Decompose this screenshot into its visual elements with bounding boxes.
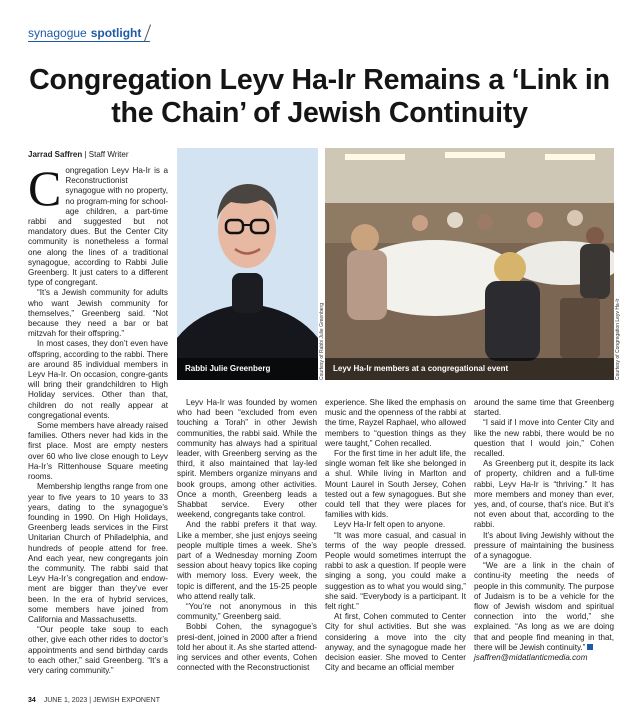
article-paragraph: “It’s a Jewish community for adults who want Jewish community for themselves,” Greenberg said. “Not because they need a bar or bat mitzvah for their offspring.”: [28, 288, 168, 339]
section-rule: [28, 41, 150, 42]
article-paragraph: Congregation Leyv Ha-Ir is a Reconstructionist synagogue with no property, no program-ming for school-age children, a part-time rabbi and suggested but not mandatory dues. But the Center City community is nonetheless a formal one along the lines of a traditional synagogue, according to Rabbi Julie Greenberg. It just caters to a different type of congregant.: [28, 160, 168, 288]
article-paragraph: Bobbi Cohen, the synagogue’s presi-dent, joined in 2000 after a friend told her about it. As she started attend-ing services and other events, Cohen connected with the Reconstructionist: [177, 622, 317, 673]
article-paragraph: experience. She liked the emphasis on music and the openness of the rabbi at the time, Rayzel Raphael, who allowed members to “question things as they were taught,” Cohen recalled.: [325, 398, 466, 448]
article-paragraph: At first, Cohen commuted to Center City for shul activities. But she was considering a move into the city anyway, and the synagogue made her decision easier. She moved to Center City and became an official member: [325, 612, 466, 673]
drop-cap: C: [28, 160, 62, 216]
article-paragraph: For the first time in her adult life, the single woman felt like she belonged in a shul. While living in Marlton and Mount Laurel in South Jersey, Cohen tested out a few synagogues. But she could tell that they were places for families with kids.: [325, 449, 466, 520]
page-footer: [28, 697, 160, 704]
article-paragraph: “It was more casual, and casual in terms of the way people dressed. People would sometimes interrupt the rabbi to ask a question. If people were singing a song, you could make a suggestion as to what you would sing,” she said. “Everybody is a participant. It felt right.”: [325, 530, 466, 612]
byline: [28, 150, 129, 159]
event-photo-caption: Leyv Ha-Ir members at a congregational event: [325, 358, 614, 380]
rabbi-portrait-illustration: [177, 148, 318, 380]
issue-date: JUNE 1, 2023: [43, 697, 88, 704]
article-paragraph: Leyv Ha-Ir felt open to anyone.: [334, 520, 446, 530]
section-tag: [28, 24, 148, 42]
article-column-2: [177, 398, 317, 673]
article-paragraph: “You’re not anonymous in this community,” Greenberg said.: [177, 602, 317, 622]
byline-separator: |: [84, 150, 87, 159]
event-photo: [325, 148, 614, 380]
article-paragraph: As Greenberg put it, despite its lack of property, children and a full-time rabbi, Leyv Ha-Ir is “thriving.” It has more members and money than ever, yes, and, of course, that’s nice. But it’s not even about that, according to the rabbi.: [474, 459, 614, 530]
article-paragraph: around the same time that Greenberg started.: [474, 398, 614, 418]
headline: Congregation Leyv Ha-Ir Remains a ‘Link in the Chain’ of Jewish Continuity: [29, 64, 610, 129]
article-column-1: [28, 160, 168, 676]
article-paragraph: Some members have already raised families. Others never had kids in the first place. Most are empty nesters over 60 who live close enough to Leyv Ha-Ir’s Rittenhouse Square meeting rooms.: [28, 421, 168, 482]
article-paragraph: It’s about living Jewishly without the pressure of maintaining the business of a synagogue.: [474, 530, 614, 561]
article-paragraph: “We are a link in the chain of continu-ity meeting the needs of people in this community. The purpose of Judaism is to be a vehicle for the flow of Jewish wisdom and spiritual connection into the world,” she explained. “As long as we are doing that and people find meaning in that, there will be Jewish continuity.”: [474, 561, 614, 652]
article-paragraph: And the rabbi prefers it that way. Like a member, she just enjoys seeing people multiple times a week. She’s part of a Wednesday morning Zoom session about heavy topics like coping with memory loss. Every week, the topic is different, and the 15-25 people who attend really talk.: [177, 520, 317, 601]
rabbi-photo-caption: Rabbi Julie Greenberg: [177, 358, 318, 380]
author-email-link[interactable]: jsaffren@midatlanticmedia.com: [474, 653, 588, 663]
footer-separator: |: [89, 697, 92, 704]
rabbi-photo-credit: Courtesy of Rabbi Julie Greenberg: [319, 303, 325, 380]
byline-role: Staff Writer: [88, 150, 129, 159]
article-paragraph: “Our people take soup to each other, give each other rides to doctor’s appointments and send birthday cards to each other,” said Greenberg. “It’s a very caring community.”: [28, 625, 168, 675]
article-paragraph: Leyv Ha-Ir was founded by women who had been “excluded from even touching a Torah” in other Jewish communities, the rabbi said. While the community has always had a spiritual leader, with Greenberg serving as the third, it also maintained that lay-led spirit. Members organize minyans and book groups, among other activities. Once a month, Greenberg leads a Shabbat service. Every other weekend, congregants take control.: [177, 398, 317, 520]
publication-name: JEWISH EXPONENT: [93, 697, 160, 704]
article-paragraph: Membership lengths range from one year to five years to 10 years to 33 years, dating to the synagogue’s founding in 1990. On High Holidays, Greenberg leads services in the First Unitarian Church of Philadelphia, and hundreds of people attend for free. And each year, new congregants join the community. The rabbi said that Leyv Ha-Ir’s congregation and endow-ment are bigger than they’ve ever been. In the era of hybrid services, some members have joined from California and Massachusetts.: [28, 482, 168, 624]
article-paragraph: In most cases, they don’t even have offspring, according to the rabbi. There are around 85 individual members in Leyv Ha-Ir. On occasion, congre-gants will bring their grandchildren to High Holiday services. Other than that, children do not really appear at congregational events.: [28, 339, 168, 420]
rabbi-photo: [177, 148, 318, 380]
byline-author: Jarrad Saffren: [28, 150, 83, 159]
article-column-4: [474, 398, 614, 663]
section-label-bold: spotlight: [90, 26, 142, 40]
section-slash: [144, 24, 151, 41]
end-mark-icon: [587, 644, 593, 650]
page-number: 34: [28, 697, 36, 704]
article-paragraph: “I said if I move into Center City and like the new rabbi, there would be no question that I would join,” Cohen recalled.: [474, 418, 614, 459]
event-scene-illustration: [325, 148, 614, 380]
event-photo-credit: Courtesy of Congregation Leyv Ha-Ir: [615, 298, 621, 380]
article-column-3: [325, 398, 466, 673]
section-label: synagogue: [28, 26, 87, 40]
